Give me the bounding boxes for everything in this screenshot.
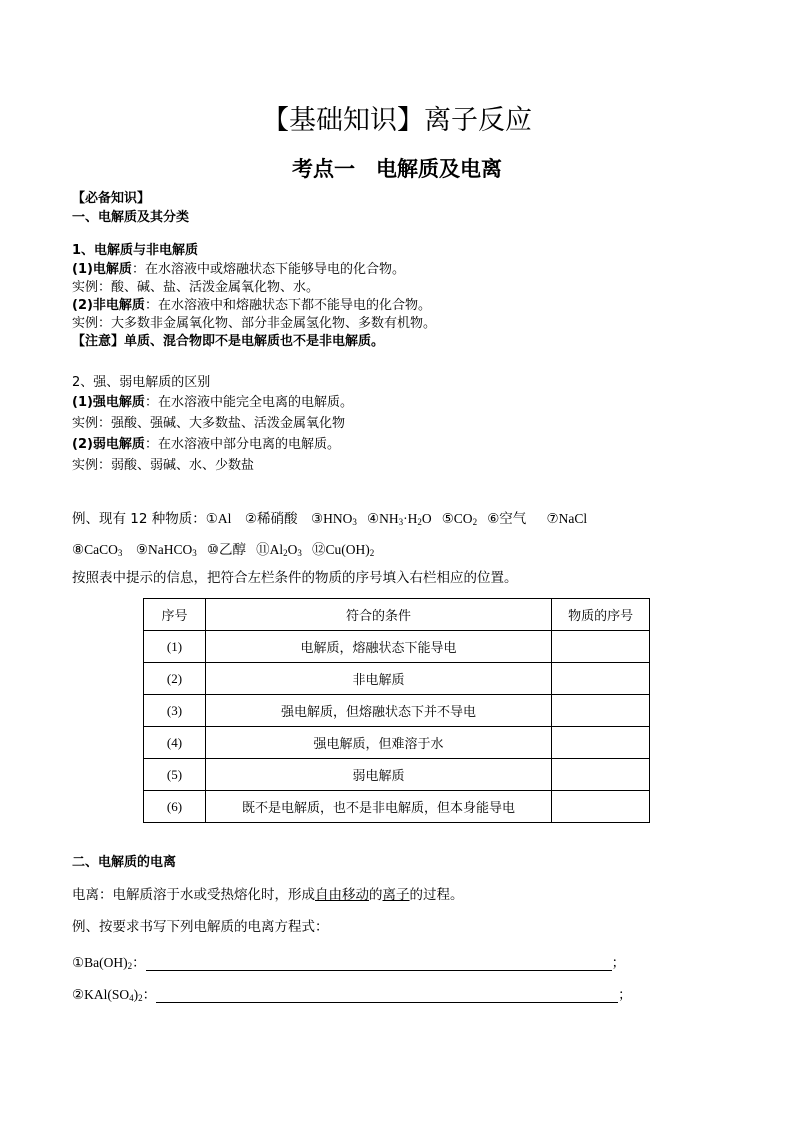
q2-colon: ： (142, 987, 157, 1003)
row-number: (5) (144, 759, 206, 791)
example-substances-line-2 (72, 538, 374, 558)
def-underline-1: 自由移动 (315, 887, 369, 903)
page-subtitle: 考点一 电解质及电离 (292, 157, 502, 181)
substance-6: ⑥空气 (487, 511, 527, 527)
substance-4-main: ④NH (366, 511, 399, 526)
row-condition: 既不是电解质，也不是非电解质，但本身能导电 (205, 791, 551, 823)
substance-3-sub: 3 (352, 517, 357, 527)
section-heading-2: 二、电解质的电离 (72, 855, 177, 870)
substance-11 (256, 542, 302, 557)
substance-3-main: ③HNO (310, 511, 353, 526)
text-weak: ：在水溶液中部分电离的电解质。 (144, 437, 340, 452)
table-row (144, 727, 650, 759)
substance-9-main: ⑨NaHCO (135, 542, 193, 557)
subheading-1: 1、电解质与非电解质 (72, 243, 199, 258)
substance-7: ⑦NaCl (546, 511, 588, 526)
row-answer-cell[interactable] (552, 631, 650, 663)
table-row (144, 695, 650, 727)
definition-strong (72, 395, 353, 411)
equation-prompt: 例、按要求书写下列电解质的电离方程式： (72, 919, 329, 935)
substance-11-sub: 2 (283, 548, 288, 558)
example-line-3: 实例：强酸、强碱、大多数盐、活泼金属氧化物 (72, 416, 346, 431)
row-condition: 非电解质 (205, 663, 551, 695)
row-answer-cell[interactable] (552, 727, 650, 759)
classification-table (143, 598, 650, 823)
subheading-2: 2、强、弱电解质的区别 (72, 375, 211, 390)
substance-4-o: O (421, 511, 432, 526)
example-substances-line-1 (72, 507, 587, 527)
page-title: 【基础知识】离子反应 (262, 105, 532, 136)
label-strong: (1)强电解质 (72, 395, 145, 410)
substance-10: ⑩乙醇 (206, 542, 246, 558)
substance-8-sub: 3 (117, 548, 123, 558)
q2-formula: ②KAl(SO (72, 987, 130, 1002)
label-electrolyte: (1)电解质 (72, 262, 132, 277)
row-number: (6) (144, 791, 206, 823)
row-answer-cell[interactable] (552, 759, 650, 791)
table-row (144, 759, 650, 791)
header-substances: 物质的序号 (552, 599, 650, 631)
label-weak: (2)弱电解质 (72, 437, 145, 452)
header-number: 序号 (144, 599, 206, 631)
def-part-b: 的 (369, 887, 383, 903)
substance-1: ①Al (205, 511, 232, 526)
note: 【注意】单质、混合物即不是电解质也不是非电解质。 (72, 334, 385, 349)
table-row (144, 791, 650, 823)
substance-4 (367, 511, 432, 526)
substance-8 (72, 542, 122, 557)
row-condition: 强电解质，但熔融状态下并不导电 (205, 695, 551, 727)
text-strong: ：在水溶液中能完全电离的电解质。 (144, 395, 353, 410)
row-number: (2) (144, 663, 206, 695)
row-number: (4) (144, 727, 206, 759)
substance-5-sub: 2 (472, 517, 478, 527)
substance-11-o: O (287, 542, 298, 557)
substance-9 (136, 542, 197, 557)
definition-weak (72, 437, 340, 453)
substance-12-main: ⑫Cu(OH) (311, 542, 370, 557)
substance-2: ②稀硝酸 (244, 511, 298, 527)
substance-8-main: ⑧CaCO (72, 542, 118, 557)
table-row (144, 663, 650, 695)
q1-end: ； (611, 955, 626, 971)
substance-4-sub: 3 (398, 517, 404, 527)
row-condition: 弱电解质 (205, 759, 551, 791)
question-1 (72, 951, 625, 971)
section-heading-1: 一、电解质及其分类 (72, 210, 190, 225)
q1-sub: 2 (127, 961, 133, 971)
table-header-row (144, 599, 650, 631)
substance-12 (312, 542, 374, 557)
label-nonelectrolyte: (2)非电解质 (72, 298, 145, 313)
answer-blank-2[interactable] (156, 988, 618, 1003)
text-electrolyte: ：在水溶液中或熔融状态下能够导电的化合物。 (131, 262, 405, 277)
example-line-1: 实例：酸、碱、盐、活泼金属氧化物、水。 (72, 280, 320, 295)
ionization-definition (72, 887, 464, 903)
substance-11-main: ⑪Al (256, 542, 284, 557)
example-line-4: 实例：弱酸、弱碱、水、少数盐 (72, 458, 255, 473)
substance-11-sub2: 3 (297, 548, 302, 558)
substance-4-sub2: 2 (417, 517, 422, 527)
q2-end: ； (618, 987, 632, 1003)
row-answer-cell[interactable] (552, 663, 650, 695)
substance-12-sub: 2 (369, 548, 375, 558)
q2-sub: 4 (129, 993, 134, 1003)
row-condition: 电解质，熔融状态下能导电 (205, 631, 551, 663)
row-number: (3) (144, 695, 206, 727)
text-nonelectrolyte: ：在水溶液中和熔融状态下都不能导电的化合物。 (144, 298, 431, 313)
q2-close: ) (133, 987, 139, 1002)
definition-nonelectrolyte (72, 298, 431, 314)
example-line-2: 实例：大多数非金属氧化物、部分非金属氢化物、多数有机物。 (72, 316, 437, 331)
def-part-c: 的过程。 (409, 887, 464, 903)
q1-colon: ： (132, 955, 146, 971)
example-intro: 例、现有 12 种物质： (72, 511, 206, 527)
substance-5 (442, 511, 477, 526)
definition-electrolyte (72, 262, 405, 278)
row-number: (1) (144, 631, 206, 663)
q1-formula: ①Ba(OH) (72, 955, 128, 970)
def-part-a: 电离：电解质溶于水或受热熔化时，形成 (72, 887, 315, 903)
question-2 (72, 983, 632, 1003)
answer-blank-1[interactable] (146, 956, 612, 971)
row-answer-cell[interactable] (552, 695, 650, 727)
substance-3 (311, 511, 357, 526)
def-underline-2: 离子 (382, 887, 410, 903)
substance-9-sub: 3 (192, 548, 197, 558)
substance-4-rest: ·H (403, 511, 418, 526)
instruction: 按照表中提示的信息，把符合左栏条件的物质的序号填入右栏相应的位置。 (72, 570, 518, 586)
q2-sub2: 2 (138, 993, 143, 1003)
row-condition: 强电解质，但难溶于水 (205, 727, 551, 759)
required-knowledge-tag: 【必备知识】 (72, 191, 151, 206)
substance-5-main: ⑤CO (441, 511, 473, 526)
table-row (144, 631, 650, 663)
header-condition: 符合的条件 (205, 599, 551, 631)
row-answer-cell[interactable] (552, 791, 650, 823)
